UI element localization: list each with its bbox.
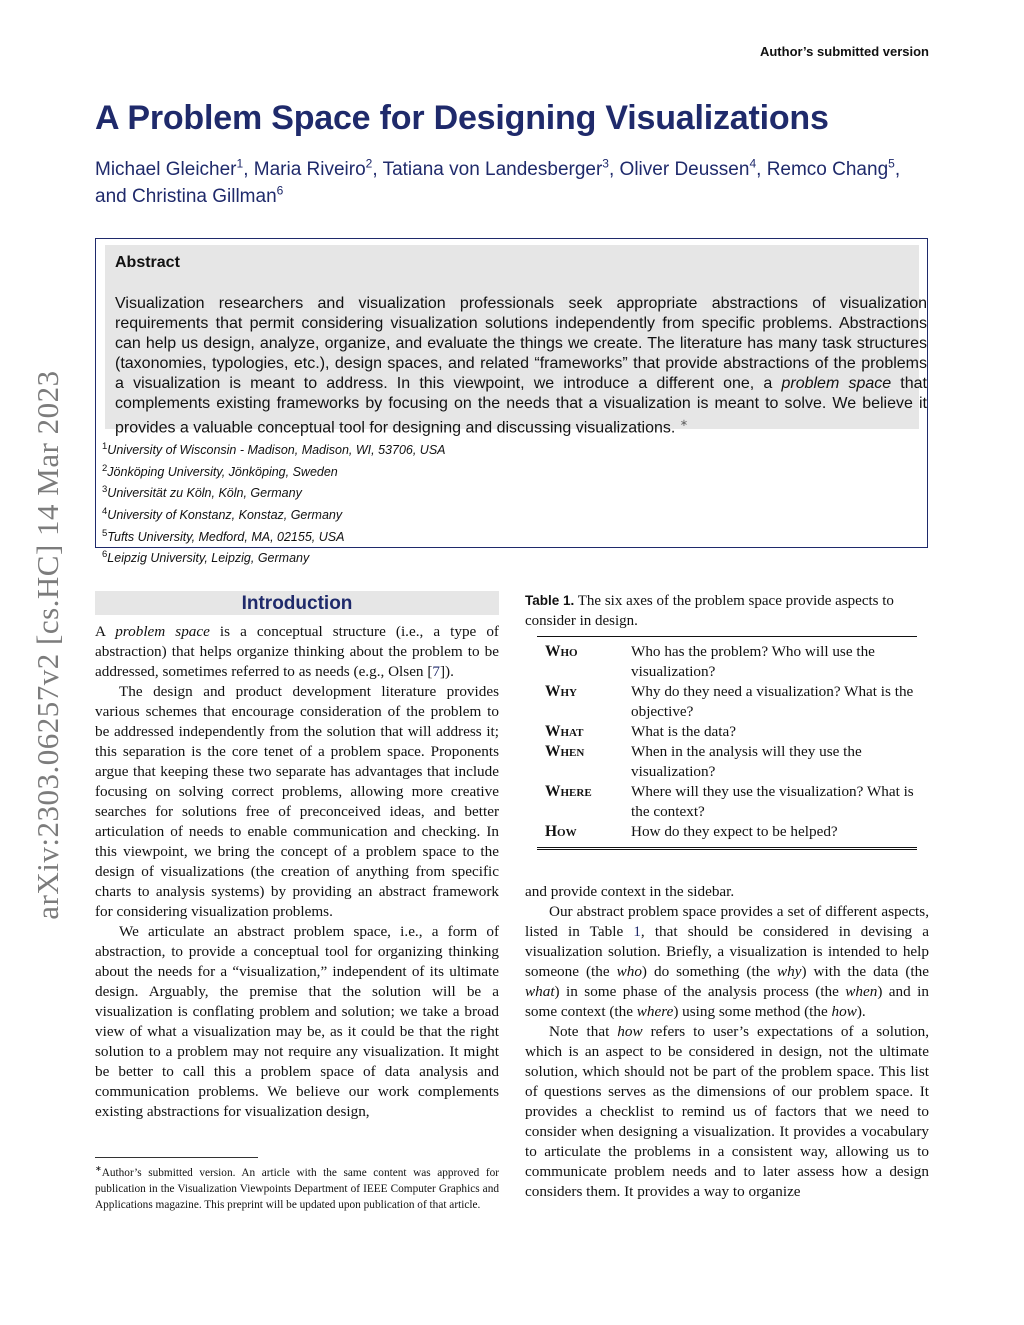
author-affiliation-number: 3: [602, 156, 609, 171]
axis-question: Who has the problem? Who will use the visualization?: [631, 643, 875, 680]
paper-title: A Problem Space for Designing Visualizations: [95, 99, 829, 137]
abstract-emphasis: problem space: [781, 375, 892, 392]
affiliation-text: University of Konstanz, Konstaz, Germany: [107, 508, 343, 523]
text-segment: A: [95, 623, 116, 640]
abstract-heading: Abstract: [115, 254, 180, 271]
abstract-text: [115, 294, 927, 438]
table-row: [537, 722, 917, 742]
table-row: [537, 822, 917, 848]
table-caption: [525, 591, 929, 631]
affiliations-list: [102, 438, 446, 568]
author-name: Tatiana von Landesberger: [382, 159, 603, 180]
emphasized-term: problem space: [115, 623, 210, 640]
axis-question: Where will they use the visualization? What is the context?: [631, 783, 914, 820]
author-name: Remco Chang: [766, 159, 889, 180]
affiliation-text: Leipzig University, Leipzig, Germany: [107, 551, 310, 566]
emphasized-term: what: [525, 983, 555, 1000]
text-segment: Our abstract problem space provides a set of different aspects, listed in Table: [525, 903, 929, 940]
author-name: Oliver Deussen: [619, 159, 750, 180]
axis-question: How do they expect to be helped?: [631, 823, 838, 840]
text-segment: Note that: [549, 1023, 618, 1040]
author-affiliation-number: 6: [276, 183, 284, 198]
arxiv-identifier-stamp: arXiv:2303.06257v2 [cs.HC] 14 Mar 2023: [30, 370, 65, 920]
text-segment: ) using some method (the: [673, 1003, 832, 1020]
left-column-body: [95, 622, 499, 1122]
introduction-heading: Introduction: [95, 591, 499, 615]
author-name: Maria Riveiro: [253, 159, 366, 180]
affiliation-line: [102, 438, 446, 460]
author-separator: , and: [95, 159, 901, 207]
text-segment: , that should be considered in devising a visualization solution. Briefly, a visualization is intended to help someone (the: [525, 923, 929, 980]
footnote-text: Author’s submitted version. An article with the same content was approved for publication in the Visualization Viewpoints Department of IEEE Computer Graphics and Applications magazine. This preprint will be updated upon publication of that article.: [95, 1166, 499, 1211]
author-affiliation-number: 2: [365, 156, 373, 171]
affiliation-number: 2: [102, 462, 108, 474]
affiliation-text: Universität zu Köln, Köln, Germany: [107, 486, 302, 501]
table-bottom-rule: [537, 848, 917, 850]
table-body: [537, 637, 917, 848]
author-affiliation-number: 1: [236, 156, 244, 171]
axis-name: What: [545, 723, 584, 740]
affiliation-number: 5: [102, 527, 108, 539]
affiliation-text: Tufts University, Medford, MA, 02155, USA: [107, 529, 345, 544]
axis-name: Where: [545, 783, 592, 800]
abstract-text-part: Visualization researchers and visualization professionals seek appropriate abstractions of visualization requirements that permit considering visualization solutions independently from specific problems. Abstractions can help us design, analyze, organize, and evaluate the things we create. The literature has many task structures (taxonomies, typologies, etc.), design spaces, and related “frameworks” that provide abstractions of the problems a visualization is meant to address. In this viewpoint, we introduce a different one, a: [115, 295, 927, 392]
abstract-panel: [105, 245, 927, 437]
right-paragraph-3: [525, 1022, 929, 1202]
affiliation-text: University of Wisconsin - Madison, Madison, WI, 53706, USA: [107, 443, 446, 458]
footnote: [95, 1161, 499, 1213]
text-segment: ) do something (the: [641, 963, 778, 980]
abstract-box: [95, 238, 928, 566]
submitted-version-note: Author’s submitted version: [759, 44, 929, 59]
intro-paragraph-3: We articulate an abstract problem space, i.e., a form of abstraction, to provide a conceptual tool for organizing thinking about the needs for a “visualization,” independent of its ultimate design. Arguably, the premise that the solution will be a visualization is conflating problem and solution; we take a broad view of what a visualization may be, as it could be that the right solution to a problem may not require any visualization. It might be better to call this a problem space of data analysis and communication problems. We believe our work complements existing abstractions for visualization design,: [95, 923, 499, 1120]
footnote-divider: [95, 1157, 258, 1158]
text-segment: ) in some phase of the analysis process (the: [554, 983, 846, 1000]
affiliation-number: 3: [102, 484, 108, 496]
affiliation-number: 4: [102, 505, 108, 517]
affiliation-number: 1: [102, 441, 108, 452]
author-name: Christina Gillman: [131, 186, 277, 207]
emphasized-term: why: [777, 963, 802, 980]
right-paragraph-1: and provide context in the sidebar.: [525, 883, 735, 900]
axis-question: When in the analysis will they use the visualization?: [631, 743, 862, 780]
affiliation-text: Jönköping University, Jönköping, Sweden: [107, 464, 338, 479]
axis-question: Why do they need a visualization? What is the objective?: [631, 683, 914, 720]
intro-paragraph-1: [95, 622, 499, 682]
axis-name: How: [545, 823, 577, 840]
author-separator: ,: [372, 159, 383, 180]
emphasized-term: how: [831, 1003, 857, 1020]
table-row: [537, 782, 917, 822]
right-column-body: [525, 882, 929, 1202]
problem-space-axes-table: [537, 636, 917, 850]
emphasized-term: when: [845, 983, 878, 1000]
footnote-mark: ∗: [95, 1164, 102, 1173]
citation-link: 7: [432, 663, 440, 680]
affiliation-line: [102, 546, 446, 568]
author-affiliation-number: 5: [888, 156, 895, 171]
text-segment: ).: [856, 1003, 866, 1020]
text-segment: ) with the data (the: [801, 963, 929, 980]
author-affiliation-number: 4: [749, 156, 757, 171]
axis-name: When: [545, 743, 585, 760]
emphasized-term: where: [636, 1003, 674, 1020]
author-separator: ,: [756, 159, 767, 180]
table-label: Table 1.: [525, 593, 575, 608]
author-name: Michael Gleicher: [95, 159, 237, 180]
right-paragraph-2: [525, 902, 929, 1022]
author-separator: ,: [243, 159, 254, 180]
text-segment: is a conceptual structure (i.e., a type of abstraction) that helps organize thinking about the problem to be addressed, sometimes referred to as needs (e.g., Olsen [: [95, 623, 499, 680]
axis-question: What is the data?: [631, 723, 736, 740]
affiliation-line: [102, 460, 446, 482]
text-segment: refers to user’s expectations of a solution, which is an aspect to be considered in design, not the ultimate solution, which should not be part of the problem space. This list of questions serves as the dimensions of our problem space. It provides a checklist to remind us of factors that we need to consider when designing a visualization. It provides a vocabulary to articulate the problems in a consistent way, allowing us to communicate problem needs and to later assess how a design considers them. It provides a way to organize: [525, 1023, 930, 1200]
table-row: [537, 682, 917, 722]
text-segment: ) and in some context (the: [525, 983, 929, 1020]
table-row: [537, 742, 917, 782]
abstract-footnote-mark: ∗: [679, 418, 689, 429]
emphasized-term: how: [617, 1023, 643, 1040]
affiliation-line: [102, 525, 446, 547]
table-caption-text: The six axes of the problem space provide aspects to consider in design.: [525, 593, 894, 629]
intro-paragraph-2: The design and product development literature provides various schemes that encourage consideration of the problem to be addressed independently from the solution that will address it; this separation is the core tenet of a problem space. Proponents argue that keeping these two separate has advantages that include focusing on solving correct problems, allowing more creative searches for solutions free of preconceived ideas, and better articulation of needs to enable communication and checking. In this viewpoint, we bring the concept of a problem space to the design of visualizations (the creation of anything from specific charts to analysis systems) by providing an abstract framework for considering visualization problems.: [95, 683, 499, 920]
axis-name: Who: [545, 643, 578, 660]
author-list: [95, 156, 925, 210]
table-row: [537, 637, 917, 682]
abstract-text-part: that complements existing frameworks by focusing on the needs that a visualization is meant to solve. We believe it provides a valuable conceptual tool for designing and discussing visualizations.: [115, 375, 927, 437]
affiliation-number: 6: [102, 549, 108, 561]
affiliation-line: [102, 503, 446, 525]
emphasized-term: who: [616, 963, 642, 980]
author-separator: ,: [608, 159, 620, 180]
axis-name: Why: [545, 683, 577, 700]
citation-link: 1: [633, 923, 641, 940]
text-segment: ]).: [439, 663, 454, 680]
affiliation-line: [102, 481, 446, 503]
